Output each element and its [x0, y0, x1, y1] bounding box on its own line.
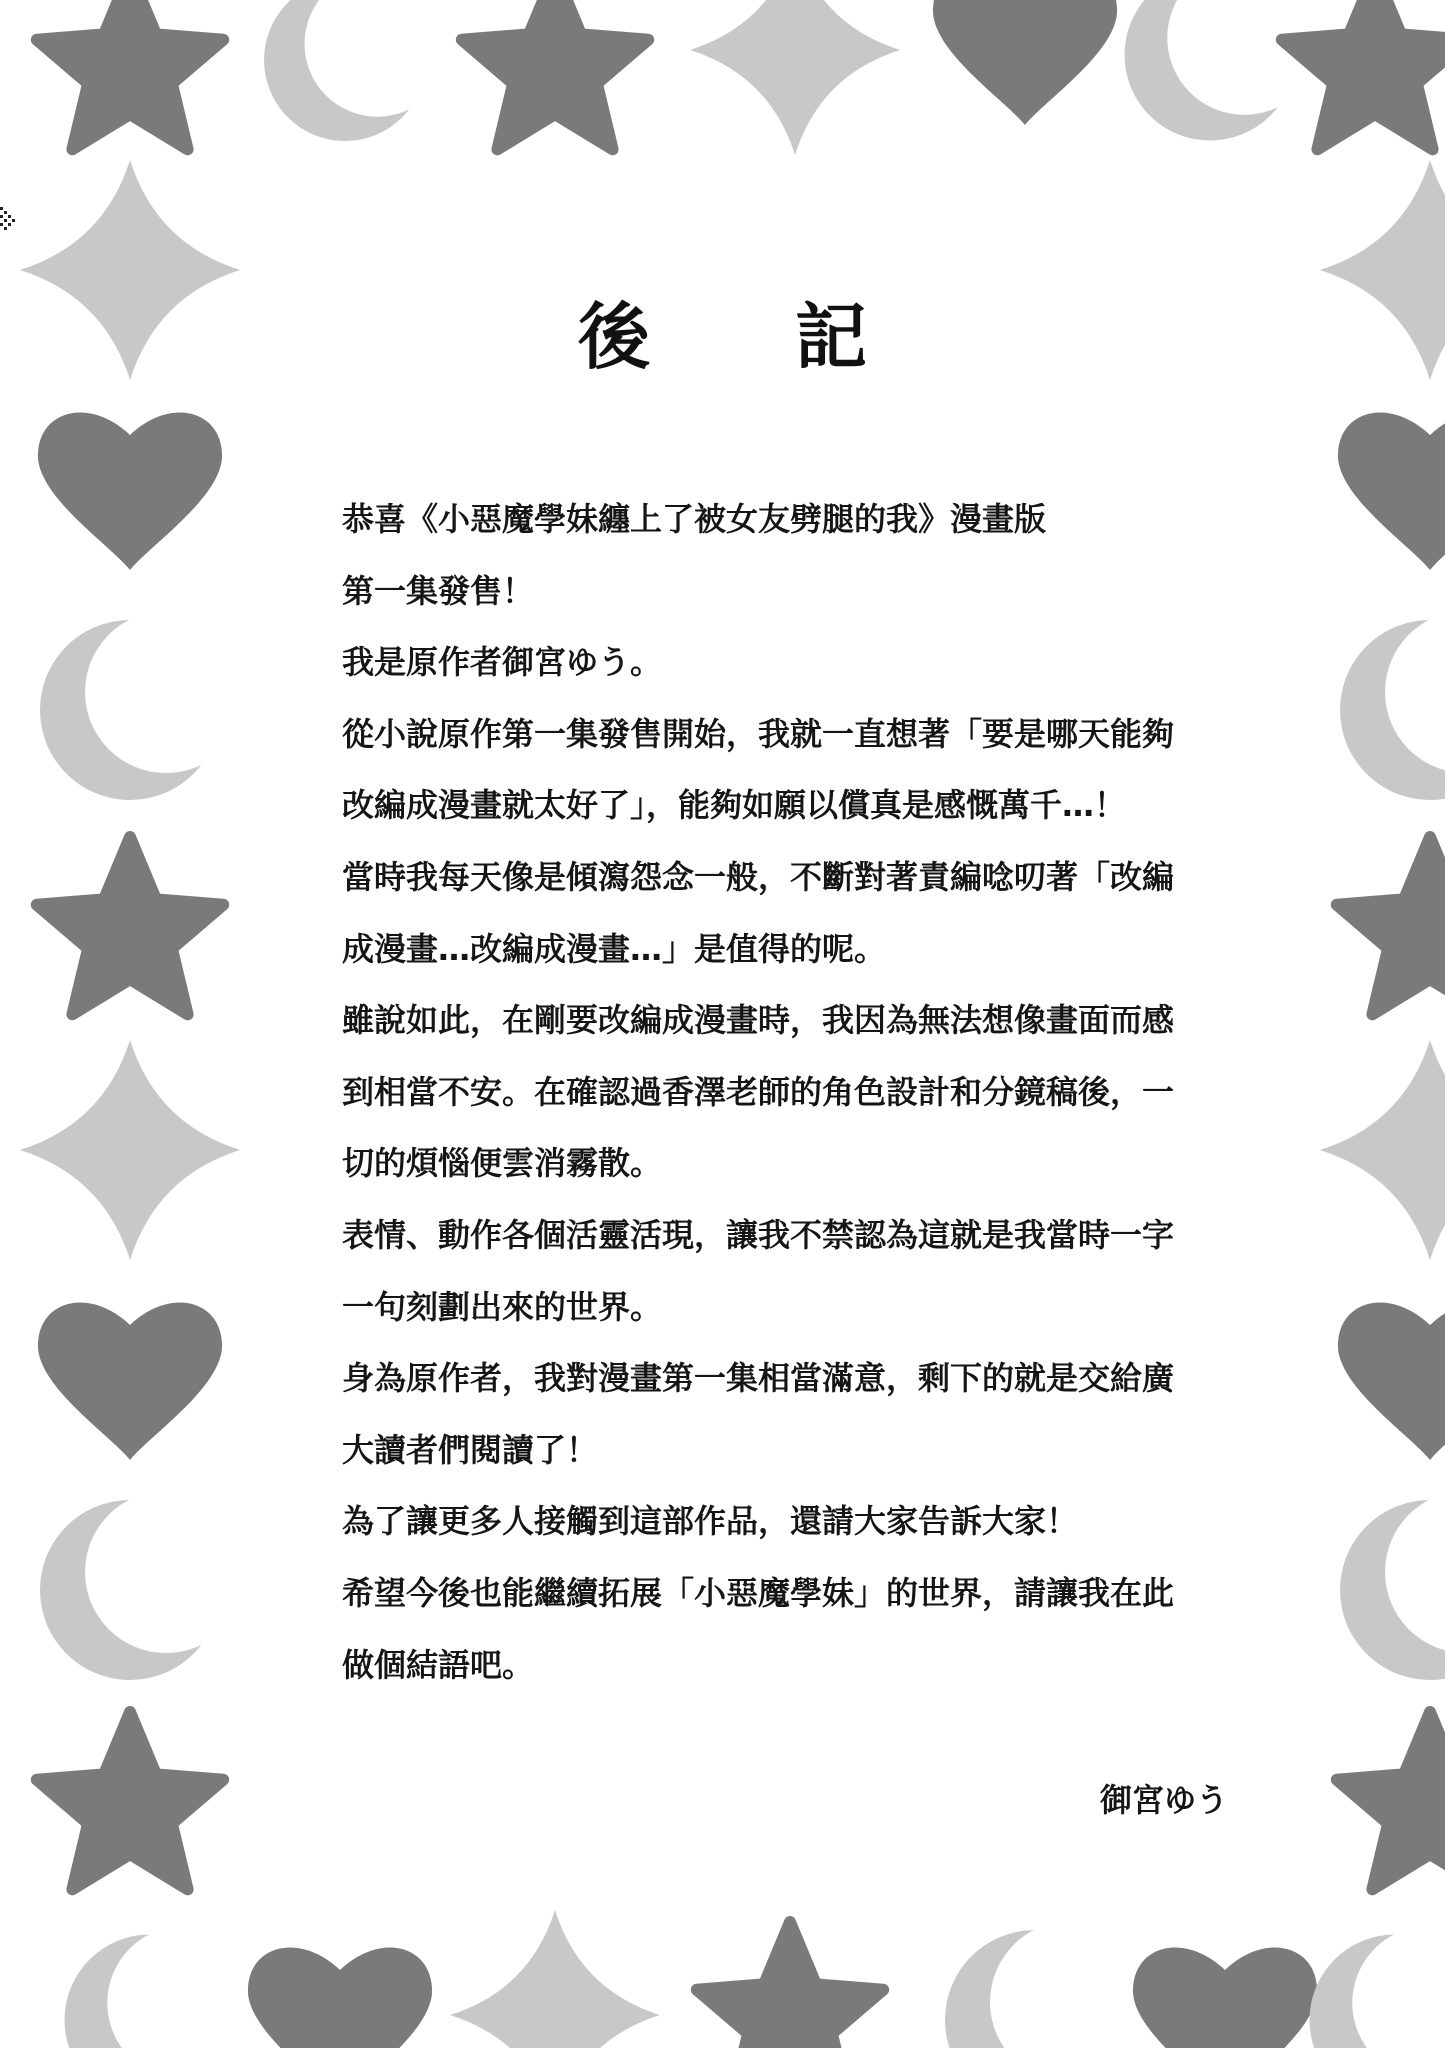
body-line: 做個結語吧。 — [342, 1645, 535, 1684]
body-line: 成漫畫…改編成漫畫…」是值得的呢。 — [342, 929, 887, 968]
body-line: 我是原作者御宮ゆう。 — [342, 643, 663, 682]
body-line: 恭喜《小惡魔學妹纏上了被女友劈腿的我》漫畫版 — [342, 500, 1047, 538]
body-line: 切的煩惱便雲消霧散。 — [342, 1144, 663, 1183]
body-line: 一句刻劃出來的世界。 — [342, 1287, 663, 1326]
body-line: 第一集發售！ — [342, 571, 535, 610]
body-line: 希望今後也能繼續拓展「小惡魔學妹」的世界，請讓我在此 — [342, 1573, 1175, 1612]
body-line: 表情、動作各個活靈活現，讓我不禁認為這就是我當時一字 — [342, 1215, 1175, 1254]
page-title: 後 記 — [577, 295, 928, 379]
body-line: 為了讓更多人接觸到這部作品，還請大家告訴大家！ — [342, 1502, 1079, 1541]
body-line: 當時我每天像是傾瀉怨念一般，不斷對著責編唸叨著「改編 — [342, 857, 1175, 896]
halftone-mark-icon — [0, 205, 16, 231]
afterword-body — [342, 484, 1242, 1701]
body-line: 改編成漫畫就太好了」，能夠如願以償真是感慨萬千…！ — [342, 786, 1127, 825]
body-line: 身為原作者，我對漫畫第一集相當滿意，剩下的就是交給廣 — [342, 1359, 1175, 1398]
body-line: 到相當不安。在確認過香澤老師的角色設計和分鏡稿後，一 — [342, 1072, 1175, 1111]
body-line: 大讀者們閱讀了！ — [342, 1430, 599, 1469]
body-line: 從小說原作第一集發售開始，我就一直想著「要是哪天能夠 — [342, 714, 1175, 753]
author-signature: 御宮ゆう — [1099, 1781, 1228, 1819]
body-line: 雖說如此，在剛要改編成漫畫時，我因為無法想像畫面而感 — [342, 1001, 1175, 1040]
